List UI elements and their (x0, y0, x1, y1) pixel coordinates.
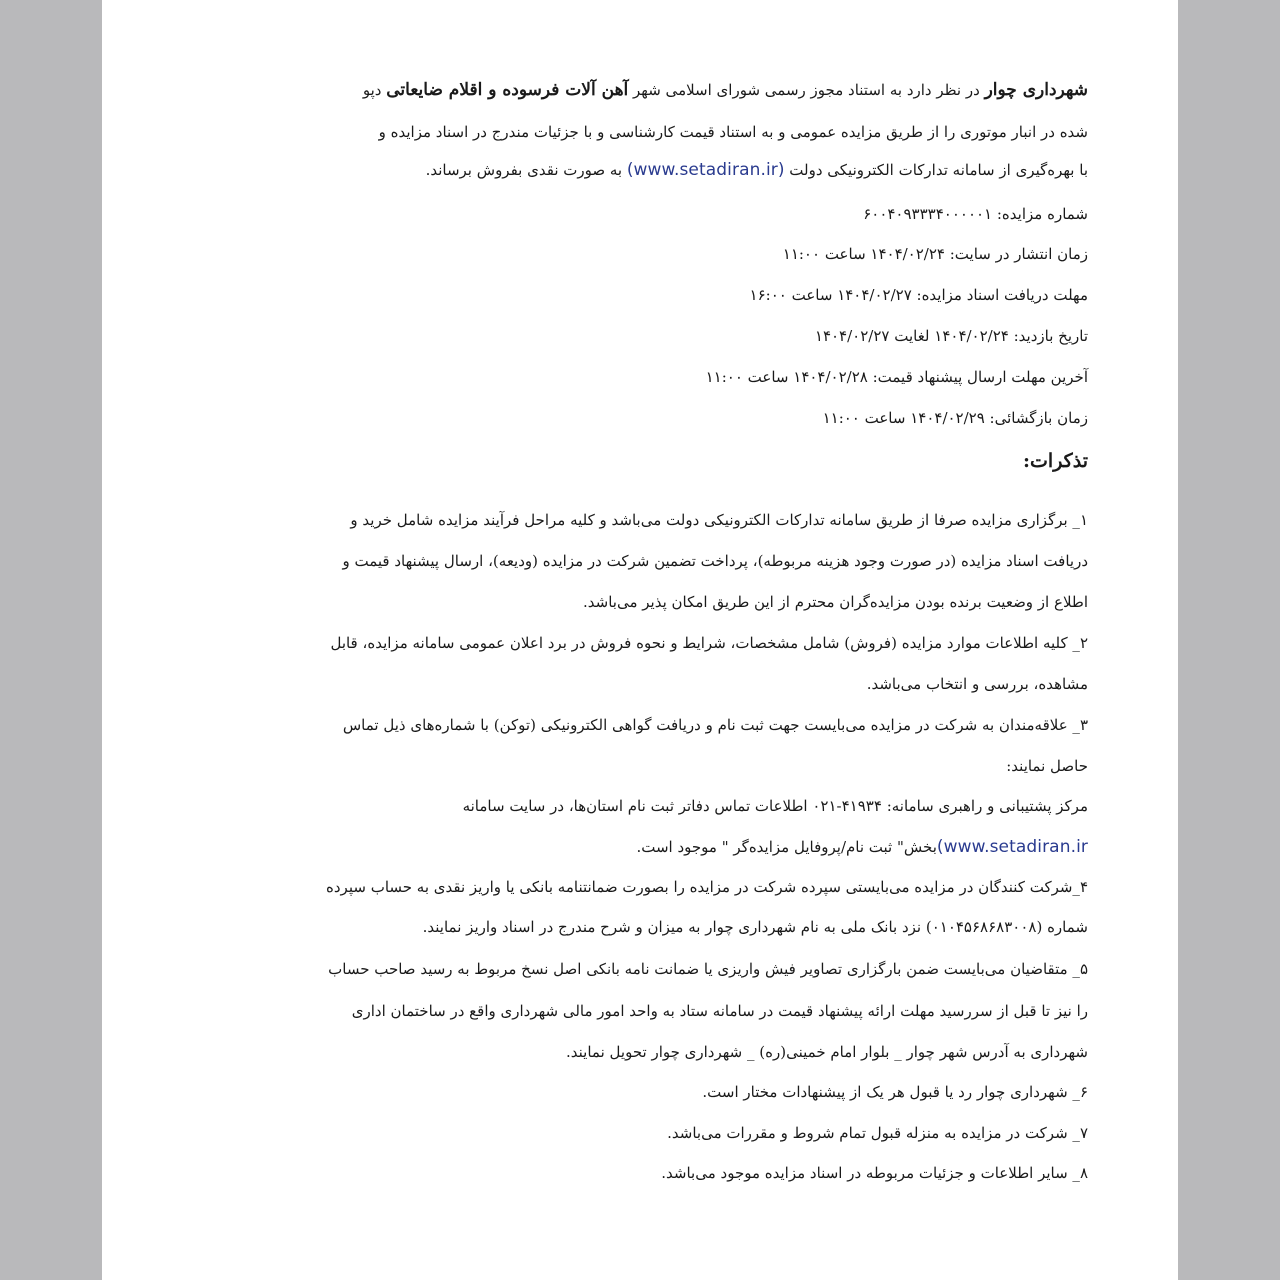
opening-time: زمان بازگشائی: ۱۴۰۴/۰۲/۲۹ ساعت ۱۱:۰۰ (822, 409, 1088, 427)
note-6: ۶_ شهرداری چوار رد یا قبول هر یک از پیشنهادات مختار است. (702, 1083, 1088, 1101)
note-3-line-2: حاصل نمایند: (1006, 757, 1088, 775)
note-3-line-4-text: بخش" ثبت نام/پروفایل مزایده‌گر " موجود است. (636, 838, 937, 856)
note-4-line-2: شماره (۰۱۰۴۵۶۸۶۸۳۰۰۸) نزد بانک ملی به نام شهرداری چوار به میزان و شرح مندرج در اسناد واریز نمایند. (422, 918, 1088, 936)
municipality-name: شهرداری چوار (984, 80, 1088, 100)
note-2-line-1: ۲_ کلیه اطلاعات موارد مزایده (فروش) شامل مشخصات، شرایط و نحوه فروش در برد اعلان عمومی سامانه مزایده، قابل (330, 634, 1088, 652)
note-5-line-3: شهرداری به آدرس شهر چوار _ بلوار امام خمینی(ره) _ شهرداری چوار تحویل نمایند. (566, 1043, 1088, 1061)
auction-number: شماره مزایده: ۶۰۰۴۰۹۳۳۳۴۰۰۰۰۰۱ (863, 205, 1088, 223)
intro-text-1-end: دپو (362, 81, 387, 99)
notes-heading: تذکرات: (1023, 450, 1088, 472)
visit-date: تاریخ بازدید: ۱۴۰۴/۰۲/۲۴ لغایت ۱۴۰۴/۰۲/۲۷ (814, 327, 1088, 345)
note-3-line-1: ۳_ علاقه‌مندان به شرکت در مزایده می‌بایست جهت ثبت نام و دریافت گواهی الکترونیکی (توکن) با شماره‌های ذیل تماس (342, 716, 1088, 734)
document-page (102, 0, 1178, 1280)
note-1-line-1: ۱_ برگزاری مزایده صرفا از طریق سامانه تدارکات الکترونیکی دولت می‌باشد و کلیه مراحل فرآیند مزایده شامل خرید و (350, 511, 1088, 529)
note-7: ۷_ شرکت در مزایده به منزله قبول تمام شروط و مقررات می‌باشد. (667, 1124, 1088, 1142)
document-deadline: مهلت دریافت اسناد مزایده: ۱۴۰۴/۰۲/۲۷ ساعت ۱۶:۰۰ (749, 286, 1088, 304)
intro-line-3 (426, 162, 1088, 178)
note-3-line-3: مرکز پشتیبانی و راهبری سامانه: ۴۱۹۳۴-۰۲۱ اطلاعات تماس دفاتر ثبت نام استان‌ها، در سایت سامانه (462, 797, 1088, 815)
note-5-line-1: ۵_ متقاضیان می‌بایست ضمن بارگزاری تصاویر فیش واریزی یا ضمانت نامه بانکی اصل نسخ مربوط به رسید صاحب حساب (328, 960, 1088, 978)
note-4-line-1: ۴_شرکت کنندگان در مزایده می‌بایستی سپرده شرکت در مزایده را بصورت ضمانتنامه بانکی یا واریز نقدی به حساب سپرده (326, 878, 1088, 896)
intro-line-2: شده در انبار موتوری را از طریق مزایده عمومی و به استناد قیمت کارشناسی و با جزئیات مندرج در اسناد مزایده و (378, 123, 1088, 141)
note-1-line-2: دریافت اسناد مزایده (در صورت وجود هزینه مربوطه)، پرداخت تضمین شرکت در مزایده (ودیعه)، ارسال پیشنهاد قیمت و (342, 552, 1088, 570)
note-1-line-3: اطلاع از وضعیت برنده بودن مزایده‌گران محترم از این طریق امکان پذیر می‌باشد. (582, 593, 1088, 611)
setadiran-link-2[interactable]: (www.setadiran.ir (936, 837, 1088, 857)
intro-text-3-end: به صورت نقدی بفروش برساند. (425, 161, 627, 179)
note-5-line-2: را نیز تا قبل از سررسید مهلت ارائه پیشنهاد قیمت در سامانه ستاد به واحد امور مالی شهرداری واقع در ساختمان اداری (351, 1002, 1088, 1020)
note-3-line-4 (636, 839, 1088, 855)
bid-deadline: آخرین مهلت ارسال پیشنهاد قیمت: ۱۴۰۴/۰۲/۲۸ ساعت ۱۱:۰۰ (705, 368, 1088, 386)
setadiran-link[interactable]: (www.setadiran.ir) (626, 160, 785, 180)
publish-time: زمان انتشار در سایت: ۱۴۰۴/۰۲/۲۴ ساعت ۱۱:۰۰ (782, 245, 1088, 263)
intro-text-3: با بهره‌گیری از سامانه تدارکات الکترونیکی دولت (784, 161, 1088, 179)
auction-items: آهن آلات فرسوده و اقلام ضایعاتی (386, 80, 629, 100)
intro-text-1: در نظر دارد به استناد مجوز رسمی شورای اسلامی شهر (628, 81, 985, 99)
note-8: ۸_ سایر اطلاعات و جزئیات مربوطه در اسناد مزایده موجود می‌باشد. (661, 1164, 1088, 1182)
intro-line-1 (363, 82, 1088, 98)
note-2-line-2: مشاهده، بررسی و انتخاب می‌باشد. (866, 675, 1088, 693)
